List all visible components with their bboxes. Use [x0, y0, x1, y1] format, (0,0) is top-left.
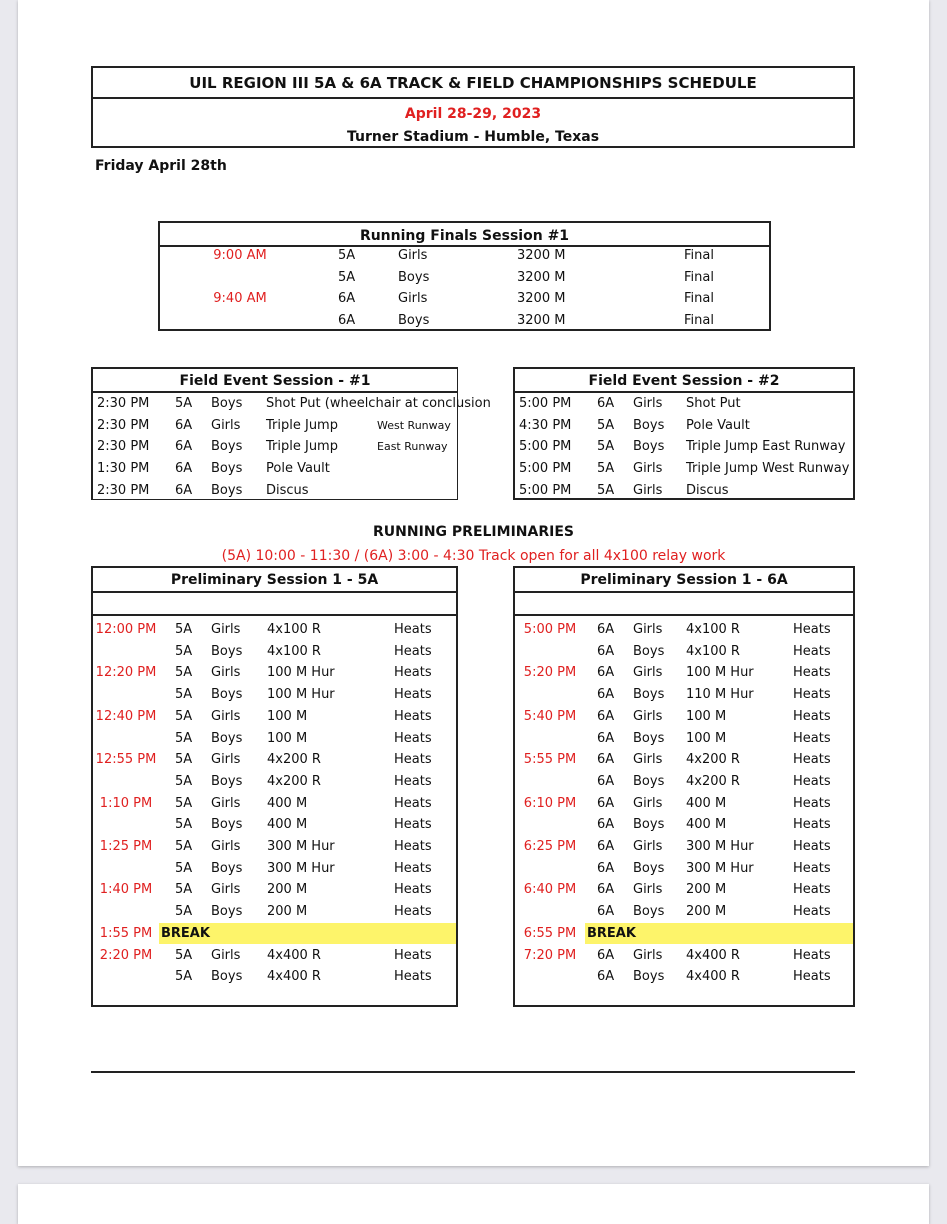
table-title: Field Event Session - #2 — [588, 373, 780, 389]
row-time: 6:25 PM — [523, 839, 577, 854]
row-cls: 5A — [597, 439, 615, 455]
row-gender: Boys — [633, 773, 665, 789]
row-gender: Boys — [211, 482, 243, 498]
row-gender: Girls — [633, 461, 663, 477]
row-round: Heats — [394, 795, 432, 811]
row-cls: 5A — [175, 665, 193, 681]
row-gender: Boys — [633, 860, 665, 876]
table-title: Preliminary Session 1 - 6A — [580, 572, 788, 588]
row-event: 4x200 R — [267, 752, 321, 768]
row-round: Heats — [394, 643, 432, 659]
row-round: Heats — [394, 708, 432, 724]
running-prelims-note: (5A) 10:00 - 11:30 / (6A) 3:00 - 4:30 Track open for all 4x100 relay work — [221, 548, 726, 564]
row-round: Heats — [394, 947, 432, 963]
row-cls: 5A — [175, 795, 193, 811]
row-event: Discus — [266, 482, 309, 498]
row-event: 100 M Hur — [267, 665, 335, 681]
row-round: Final — [684, 269, 714, 285]
row-event: Shot Put (wheelchair at conclusion — [266, 396, 491, 411]
row-round: Heats — [793, 687, 831, 703]
row-event: 4x200 R — [267, 773, 321, 789]
row-round: Heats — [793, 643, 831, 659]
break-label: BREAK — [587, 925, 636, 941]
row-event: 4x200 R — [686, 773, 740, 789]
row-round: Heats — [793, 817, 831, 833]
row-gender: Boys — [633, 730, 665, 746]
row-gender: Girls — [211, 795, 241, 811]
row-event: 4x400 R — [267, 969, 321, 985]
row-time: 6:40 PM — [523, 882, 577, 898]
row-event: 200 M — [267, 882, 308, 898]
divider — [93, 591, 456, 593]
row-gender: Boys — [211, 396, 243, 411]
row-gender: Girls — [633, 947, 663, 963]
row-cls: 5A — [175, 817, 193, 833]
row-round: Heats — [793, 795, 831, 811]
schedule-dates: April 28-29, 2023 — [404, 106, 542, 122]
row-event: 200 M — [267, 904, 308, 920]
row-round: Heats — [793, 752, 831, 768]
row-cls: 5A — [175, 882, 193, 898]
row-round: Heats — [394, 882, 432, 898]
row-round: Heats — [394, 839, 432, 854]
row-cls: 6A — [597, 839, 615, 854]
schedule-venue: Turner Stadium - Humble, Texas — [346, 129, 600, 145]
row-cls: 5A — [175, 904, 193, 920]
row-gender: Girls — [633, 482, 663, 498]
row-gender: Girls — [211, 708, 241, 724]
row-gender: Girls — [211, 752, 241, 768]
row-gender: Boys — [633, 969, 665, 985]
row-cls: 6A — [597, 622, 615, 637]
row-event: 100 M — [267, 730, 308, 746]
row-cls: 5A — [175, 773, 193, 789]
row-event: 400 M — [267, 817, 308, 833]
row-cls: 6A — [597, 643, 615, 659]
row-note: West Runway — [377, 418, 451, 432]
row-round: Heats — [793, 708, 831, 724]
row-gender: Boys — [633, 817, 665, 833]
row-event: 4x100 R — [686, 643, 740, 659]
row-round: Heats — [793, 904, 831, 920]
divider — [515, 614, 853, 616]
row-gender: Boys — [211, 817, 243, 833]
row-time: 6:55 PM — [523, 925, 577, 941]
row-cls: 6A — [597, 795, 615, 811]
field-session-1-table — [91, 367, 491, 500]
row-event: Triple Jump West Runway — [686, 461, 850, 477]
day-heading: Friday April 28th — [95, 158, 227, 174]
row-round: Heats — [394, 665, 432, 681]
row-event: Triple Jump — [266, 417, 338, 433]
schedule-header — [91, 66, 855, 148]
row-event: 100 M Hur — [267, 687, 335, 703]
row-event: 100 M — [686, 708, 727, 724]
row-event: 200 M — [686, 904, 727, 920]
row-time: 12:00 PM — [95, 622, 157, 637]
row-gender: Boys — [211, 773, 243, 789]
row-gender: Boys — [633, 687, 665, 703]
row-cls: 6A — [597, 773, 615, 789]
row-time: 5:00 PM — [523, 622, 577, 637]
row-gender: Girls — [211, 417, 241, 433]
row-event: 4x400 R — [267, 947, 321, 963]
row-time: 5:40 PM — [523, 708, 577, 724]
footer-rule — [91, 1071, 855, 1073]
row-event: 4x400 R — [686, 969, 740, 985]
row-round: Final — [684, 291, 714, 307]
row-cls: 6A — [597, 687, 615, 703]
row-gender: Girls — [211, 882, 241, 898]
row-gender: Boys — [211, 860, 243, 876]
row-cls: 5A — [175, 687, 193, 703]
row-round: Heats — [394, 687, 432, 703]
row-cls: 6A — [175, 439, 193, 455]
row-event: 4x400 R — [686, 947, 740, 963]
row-cls: 5A — [175, 396, 193, 411]
row-time: 12:20 PM — [95, 665, 157, 681]
row-event: 4x100 R — [267, 643, 321, 659]
row-round: Heats — [793, 730, 831, 746]
divider — [160, 245, 769, 247]
row-time: 1:25 PM — [99, 839, 153, 854]
row-cls: 6A — [597, 708, 615, 724]
row-event: 400 M — [267, 795, 308, 811]
break-label: BREAK — [161, 925, 210, 941]
row-cls: 5A — [175, 622, 193, 637]
row-gender: Girls — [633, 839, 663, 854]
row-round: Heats — [394, 969, 432, 985]
row-time: 5:00 PM — [519, 439, 572, 455]
row-time: 9:00 AM — [213, 248, 267, 263]
row-cls: 6A — [338, 291, 356, 307]
row-cls: 5A — [338, 269, 356, 285]
row-time: 5:20 PM — [523, 665, 577, 681]
row-cls: 5A — [338, 248, 356, 263]
row-time: 5:00 PM — [519, 482, 572, 498]
row-round: Heats — [394, 860, 432, 876]
row-time: 12:40 PM — [95, 708, 157, 724]
row-gender: Girls — [398, 248, 428, 263]
row-cls: 5A — [597, 482, 615, 498]
row-time: 1:40 PM — [99, 882, 153, 898]
row-gender: Girls — [633, 882, 663, 898]
row-time: 5:00 PM — [519, 396, 572, 411]
row-gender: Boys — [211, 730, 243, 746]
row-event: 300 M Hur — [267, 860, 335, 876]
table-title: Running Finals Session #1 — [359, 228, 570, 244]
prelim-6a-table — [513, 566, 855, 1007]
row-cls: 6A — [175, 461, 193, 477]
row-event: 4x100 R — [267, 622, 321, 637]
divider — [93, 614, 456, 616]
row-cls: 6A — [597, 969, 615, 985]
row-gender: Boys — [211, 439, 243, 455]
row-round: Heats — [793, 773, 831, 789]
row-event: 200 M — [686, 882, 727, 898]
row-event: 300 M Hur — [686, 860, 754, 876]
row-gender: Girls — [633, 708, 663, 724]
row-gender: Boys — [633, 417, 665, 433]
row-cls: 6A — [597, 396, 615, 411]
running-finals-table — [158, 221, 771, 331]
table-title: Preliminary Session 1 - 5A — [170, 572, 379, 588]
row-time: 4:30 PM — [519, 417, 572, 433]
document-page — [18, 0, 929, 1166]
row-gender: Girls — [398, 291, 428, 307]
row-event: 400 M — [686, 817, 727, 833]
row-event: Shot Put — [686, 396, 741, 411]
row-cls: 6A — [597, 730, 615, 746]
row-event: 3200 M — [517, 248, 566, 263]
row-event: Pole Vault — [686, 417, 750, 433]
row-gender: Girls — [211, 947, 241, 963]
row-round: Heats — [394, 817, 432, 833]
row-cls: 5A — [597, 417, 615, 433]
row-event: 100 M — [686, 730, 727, 746]
row-round: Final — [684, 313, 714, 329]
row-round: Heats — [793, 947, 831, 963]
row-cls: 5A — [175, 730, 193, 746]
row-round: Final — [684, 248, 714, 263]
row-cls: 6A — [597, 882, 615, 898]
row-event: Discus — [686, 482, 729, 498]
row-event: 3200 M — [517, 291, 566, 307]
row-time: 12:55 PM — [95, 752, 157, 768]
row-cls: 6A — [597, 817, 615, 833]
row-event: 100 M Hur — [686, 665, 754, 681]
row-round: Heats — [394, 622, 432, 637]
row-gender: Boys — [211, 969, 243, 985]
row-cls: 6A — [597, 665, 615, 681]
row-cls: 5A — [175, 708, 193, 724]
row-round: Heats — [394, 773, 432, 789]
row-gender: Girls — [633, 665, 663, 681]
row-event: 400 M — [686, 795, 727, 811]
row-time: 7:20 PM — [523, 947, 577, 963]
row-time: 2:30 PM — [97, 439, 150, 455]
row-round: Heats — [793, 622, 831, 637]
row-event: 100 M — [267, 708, 308, 724]
row-time: 2:30 PM — [97, 396, 150, 411]
divider — [93, 391, 457, 393]
prelim-5a-table — [91, 566, 458, 1007]
row-cls: 6A — [597, 947, 615, 963]
divider — [515, 591, 853, 593]
row-round: Heats — [394, 752, 432, 768]
row-time: 2:30 PM — [97, 417, 150, 433]
row-gender: Girls — [211, 665, 241, 681]
running-prelims-heading: RUNNING PRELIMINARIES — [373, 524, 574, 540]
row-round: Heats — [793, 839, 831, 854]
row-note: East Runway — [377, 440, 448, 454]
row-time: 9:40 AM — [213, 291, 267, 307]
row-time: 6:10 PM — [523, 795, 577, 811]
row-cls: 5A — [175, 860, 193, 876]
next-page — [18, 1184, 929, 1224]
table-title: Field Event Session - #1 — [179, 373, 371, 389]
row-cls: 6A — [338, 313, 356, 329]
row-gender: Girls — [633, 622, 663, 637]
row-round: Heats — [793, 665, 831, 681]
row-event: 300 M Hur — [686, 839, 754, 854]
divider — [93, 97, 853, 99]
row-gender: Girls — [211, 839, 241, 854]
row-event: 300 M Hur — [267, 839, 335, 854]
row-round: Heats — [394, 730, 432, 746]
row-gender: Girls — [211, 622, 241, 637]
row-time: 1:10 PM — [99, 795, 153, 811]
row-event: Triple Jump East Runway — [686, 439, 846, 455]
row-gender: Boys — [633, 904, 665, 920]
row-cls: 5A — [175, 947, 193, 963]
row-time: 5:55 PM — [523, 752, 577, 768]
row-time: 5:00 PM — [519, 461, 572, 477]
row-gender: Boys — [398, 313, 430, 329]
row-gender: Boys — [211, 904, 243, 920]
row-gender: Boys — [211, 687, 243, 703]
row-gender: Girls — [633, 752, 663, 768]
row-round: Heats — [394, 904, 432, 920]
row-cls: 5A — [175, 752, 193, 768]
row-time: 2:20 PM — [99, 947, 153, 963]
row-gender: Boys — [211, 643, 243, 659]
row-gender: Boys — [398, 269, 430, 285]
row-event: Pole Vault — [266, 461, 330, 477]
row-cls: 5A — [597, 461, 615, 477]
row-round: Heats — [793, 860, 831, 876]
field-session-2-table — [513, 367, 855, 500]
row-cls: 6A — [597, 860, 615, 876]
row-cls: 6A — [597, 904, 615, 920]
row-gender: Boys — [633, 643, 665, 659]
row-event: 4x200 R — [686, 752, 740, 768]
row-gender: Boys — [211, 461, 243, 477]
row-time: 2:30 PM — [97, 482, 150, 498]
row-gender: Boys — [633, 439, 665, 455]
row-cls: 5A — [175, 839, 193, 854]
row-round: Heats — [793, 882, 831, 898]
divider — [515, 391, 853, 393]
schedule-title: UIL REGION III 5A & 6A TRACK & FIELD CHAMPIONSHIPS SCHEDULE — [189, 74, 757, 92]
row-cls: 6A — [175, 482, 193, 498]
row-event: 3200 M — [517, 313, 566, 329]
row-event: 3200 M — [517, 269, 566, 285]
row-cls: 5A — [175, 969, 193, 985]
row-cls: 6A — [175, 417, 193, 433]
row-cls: 6A — [597, 752, 615, 768]
row-event: 4x100 R — [686, 622, 740, 637]
row-cls: 5A — [175, 643, 193, 659]
row-time: 1:55 PM — [99, 925, 153, 941]
row-event: 110 M Hur — [686, 687, 754, 703]
row-gender: Girls — [633, 396, 663, 411]
row-gender: Girls — [633, 795, 663, 811]
row-event: Triple Jump — [266, 439, 338, 455]
row-time: 1:30 PM — [97, 461, 150, 477]
row-round: Heats — [793, 969, 831, 985]
